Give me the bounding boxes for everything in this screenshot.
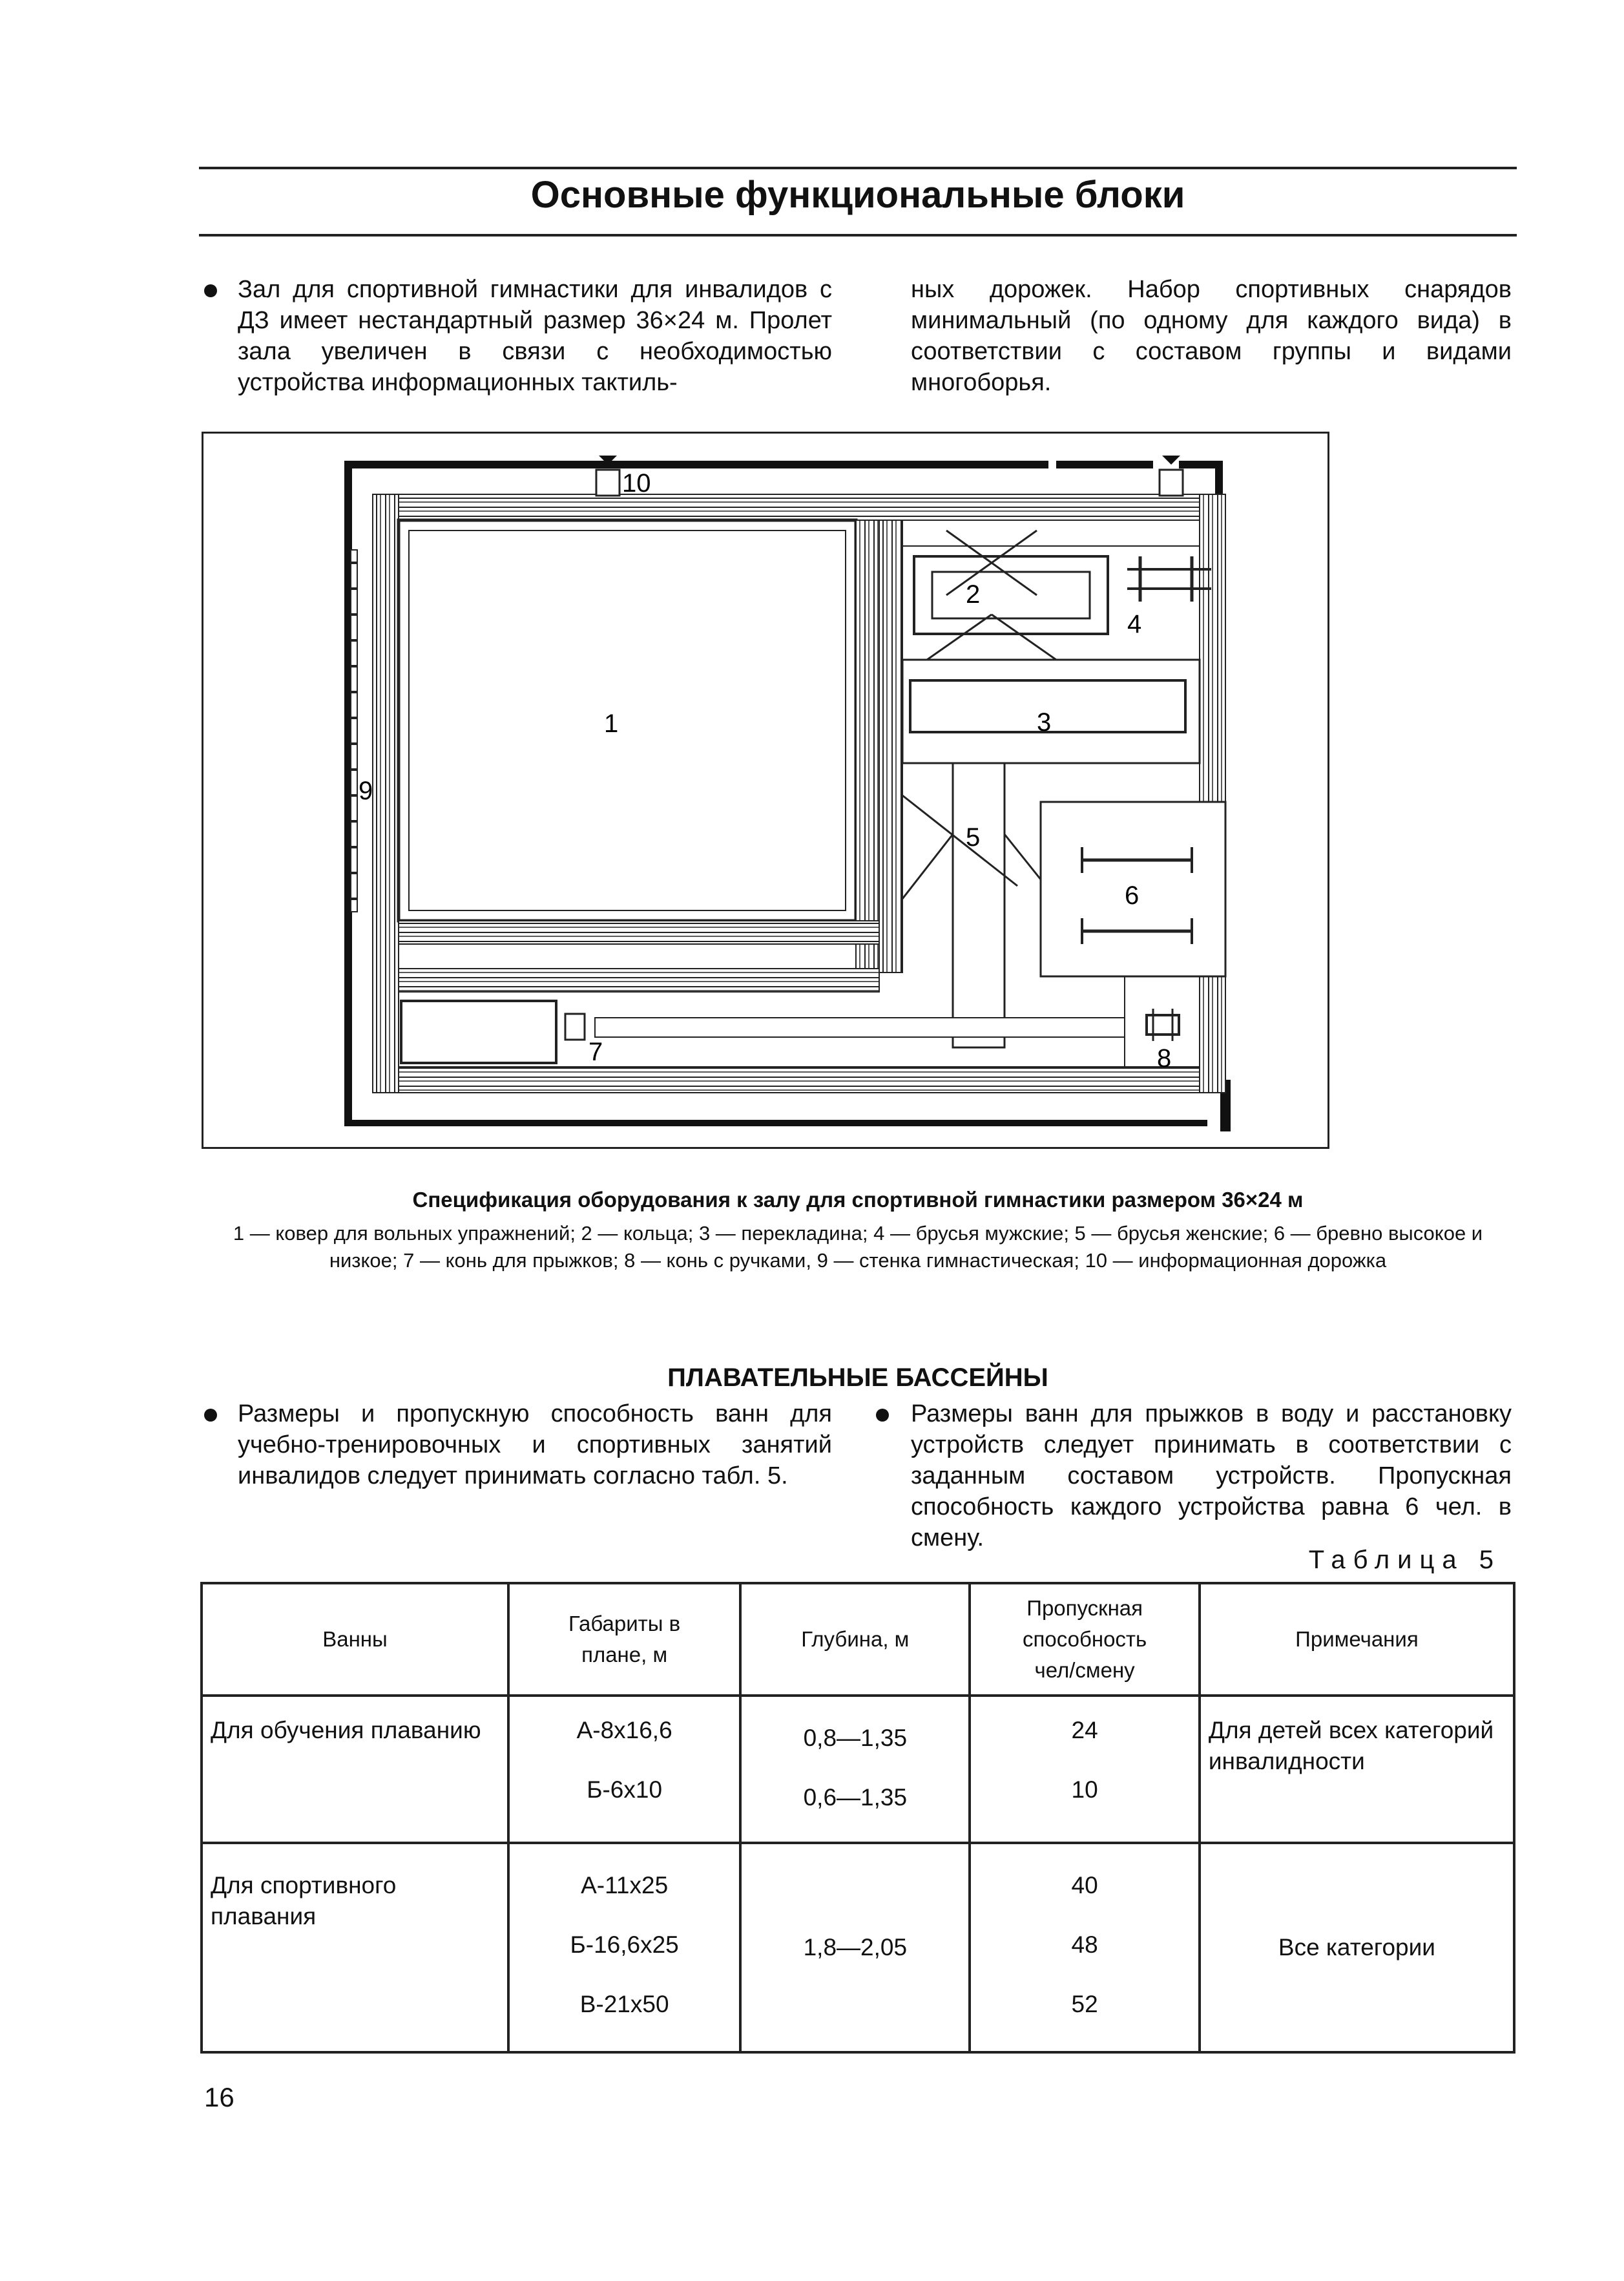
bullet-icon — [204, 284, 217, 297]
header-propusknaya: Пропускная способность чел/смену — [970, 1583, 1200, 1696]
gym-plan-figure — [202, 432, 1329, 1149]
header-gabarity: Габариты в плане, м — [508, 1583, 740, 1696]
table-header-row — [202, 1583, 1514, 1696]
header-rule-top — [199, 167, 1517, 169]
section-title: ПЛАВАТЕЛЬНЫЕ БАССЕЙНЫ — [667, 1363, 1048, 1392]
fig-label-1: 1 — [604, 710, 619, 738]
row-2-note: Все категории — [1200, 1843, 1514, 2052]
row-1-depths: 0,8—1,35 0,6—1,35 — [740, 1696, 970, 1843]
table-row — [202, 1696, 1514, 1843]
row-1-note: Для детей всех категорий инвалидности — [1200, 1696, 1514, 1843]
row-2-capacity: 40 48 52 — [970, 1843, 1200, 2052]
row-1-sizes: А-8х16,6 Б-6х10 — [508, 1696, 740, 1843]
section-left-text: Размеры и пропускную способность ванн для учебно-тренировочных и спортивных занятий инвалидов следует принимать согласно табл. 5. — [238, 1400, 832, 1489]
bars-women-5 — [902, 763, 1056, 1047]
wall-bars-9 — [351, 550, 357, 912]
bars-men-4 — [1127, 556, 1211, 602]
header-glubina: Глубина, м — [740, 1583, 970, 1696]
header-vanny: Ванны — [202, 1583, 508, 1696]
intro-right-text: ных дорожек. Набор спортивных снарядов минимальный (по одному для каждого вида) в соответствии с составом группы и видами многоборья. — [911, 276, 1512, 396]
bullet-icon — [204, 1409, 217, 1422]
figure-caption-text: 1 — ковер для вольных упражнений; 2 — кольца; 3 — перекладина; 4 — брусья мужские; 5 — брусья женские; 6 — бревно высокое и низкое; 7 — конь для прыжков; 8 — конь с ручками, 9 — стенка гимнастическая; 10 — информационная дорожка — [233, 1222, 1483, 1272]
fig-label-2: 2 — [966, 580, 981, 609]
row-2-name: Для спортивного плавания — [202, 1843, 508, 2052]
row-2-depths: 1,8—2,05 — [740, 1843, 970, 2052]
row-1-capacity: 24 10 — [970, 1696, 1200, 1843]
table-row — [202, 1843, 1514, 2052]
page-title: Основные функциональные блоки — [530, 174, 1185, 216]
floor-mat-area — [399, 520, 879, 992]
figure-caption-title: Спецификация оборудования к залу для спортивной гимнастики размером 36×24 м — [412, 1188, 1304, 1212]
fig-label-9: 9 — [359, 777, 373, 805]
table-label: Таблица 5 — [1308, 1546, 1501, 1574]
fig-label-3: 3 — [1037, 708, 1052, 737]
fig-label-4: 4 — [1127, 610, 1142, 638]
section-right-text: Размеры ванн для прыжков в воду и расстановку устройств следует принимать в соответствии с заданным составом устройств. Пропускная способность каждого устройства равна 6 чел. в смену. — [911, 1400, 1512, 1551]
fig-label-8: 8 — [1157, 1044, 1172, 1073]
fig-label-10: 10 — [622, 469, 651, 498]
gym-plan-drawing — [203, 434, 1327, 1147]
fig-label-5: 5 — [966, 823, 981, 852]
row-1-name: Для обучения плаванию — [202, 1696, 508, 1843]
fig-label-7: 7 — [588, 1038, 603, 1066]
rings-2 — [914, 531, 1108, 660]
header-primechaniya: Примечания — [1200, 1583, 1514, 1696]
page-number: 16 — [204, 2082, 234, 2112]
intro-left-text: Зал для спортивной гимнастики для инвалидов с ДЗ имеет нестандартный размер 36×24 м. Пролет зала увеличен в связи с необходимостью устройства информационных тактиль- — [238, 276, 832, 396]
bullet-icon — [876, 1409, 889, 1422]
header-rule-bottom — [199, 234, 1517, 237]
table-5 — [200, 1582, 1515, 2054]
row-2-sizes: А-11х25 Б-16,6х25 В-21х50 — [508, 1843, 740, 2052]
fig-label-6: 6 — [1125, 881, 1140, 910]
pommel-horse-8 — [1147, 1009, 1179, 1041]
